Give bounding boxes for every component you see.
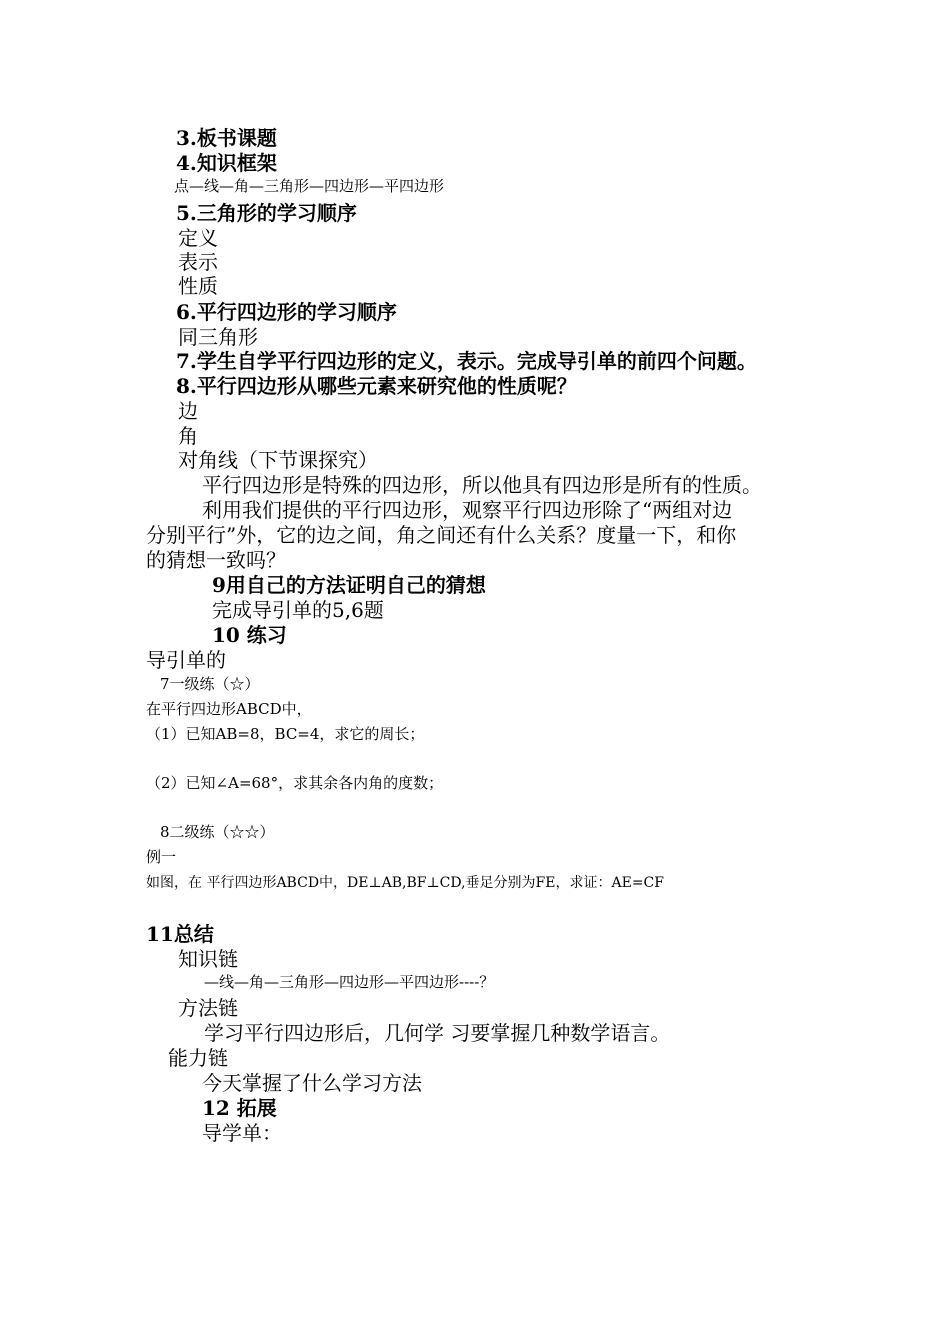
- heading-8: 8.平行四边形从哪些元素来研究他的性质呢？: [176, 374, 577, 398]
- element-side: 边: [178, 399, 198, 423]
- exercise-level-1: 7一级练（☆）: [160, 675, 260, 693]
- order-item-notation: 表示: [178, 250, 218, 274]
- heading-7: 7.学生自学平行四边形的定义，表示。完成导引单的前四个问题。: [176, 349, 757, 373]
- heading-5: 5.三角形的学习顺序: [176, 201, 357, 225]
- heading-10: 10 练习: [212, 623, 287, 647]
- example-problem: 如图，在 平行四边形ABCD中，DE⊥AB,BF⊥CD,垂足分别为FE，求证：AE=CF: [146, 875, 664, 891]
- guide-sheet-label: 导引单的: [146, 648, 226, 672]
- method-chain-label: 方法链: [178, 996, 238, 1020]
- paragraph-observe-line3: 的猜想一致吗？: [146, 548, 286, 572]
- heading-12: 12 拓展: [202, 1096, 277, 1120]
- order-item-definition: 定义: [178, 226, 218, 250]
- heading-3: 3.板书课题: [176, 126, 277, 150]
- element-angle: 角: [178, 424, 198, 448]
- knowledge-chain-label: 知识链: [178, 947, 238, 971]
- element-diagonal: 对角线（下节课探究）: [178, 448, 378, 472]
- paragraph-special-quad: 平行四边形是特殊的四边形，所以他具有四边形是所有的性质。: [202, 473, 762, 497]
- complete-q5-6-text: 完成导引单的5,6题: [212, 598, 384, 622]
- heading-9: 9用自己的方法证明自己的猜想: [212, 573, 486, 597]
- knowledge-frame-text: 点—线—角—三角形—四边形—平四边形: [174, 177, 445, 195]
- exercise-context: 在平行四边形ABCD中，: [146, 700, 312, 718]
- knowledge-chain-text: —线—角—三角形—四边形—平四边形----？: [204, 973, 495, 991]
- method-chain-text: 学习平行四边形后，几何学 习要掌握几种数学语言。: [204, 1021, 671, 1045]
- exercise-q2: （2）已知∠A=68°，求其余各内角的度数；: [146, 774, 444, 792]
- heading-11: 11总结: [146, 922, 214, 946]
- same-as-triangle-text: 同三角形: [178, 325, 258, 349]
- ability-chain-text: 今天掌握了什么学习方法: [202, 1071, 422, 1095]
- paragraph-observe-line2: 分别平行”外，它的边之间，角之间还有什么关系？度量一下，和你: [146, 523, 737, 547]
- heading-4: 4.知识框架: [176, 151, 277, 175]
- example-label: 例一: [146, 848, 177, 866]
- order-item-property: 性质: [178, 274, 218, 298]
- heading-6: 6.平行四边形的学习顺序: [176, 300, 397, 324]
- exercise-q1: （1）已知AB=8，BC=4，求它的周长；: [146, 725, 425, 743]
- guide-study-sheet-label: 导学单：: [202, 1121, 282, 1145]
- exercise-level-2: 8二级练（☆☆）: [160, 823, 275, 841]
- paragraph-observe-line1: 利用我们提供的平行四边形，观察平行四边形除了“两组对边: [202, 498, 733, 522]
- ability-chain-label: 能力链: [168, 1046, 228, 1070]
